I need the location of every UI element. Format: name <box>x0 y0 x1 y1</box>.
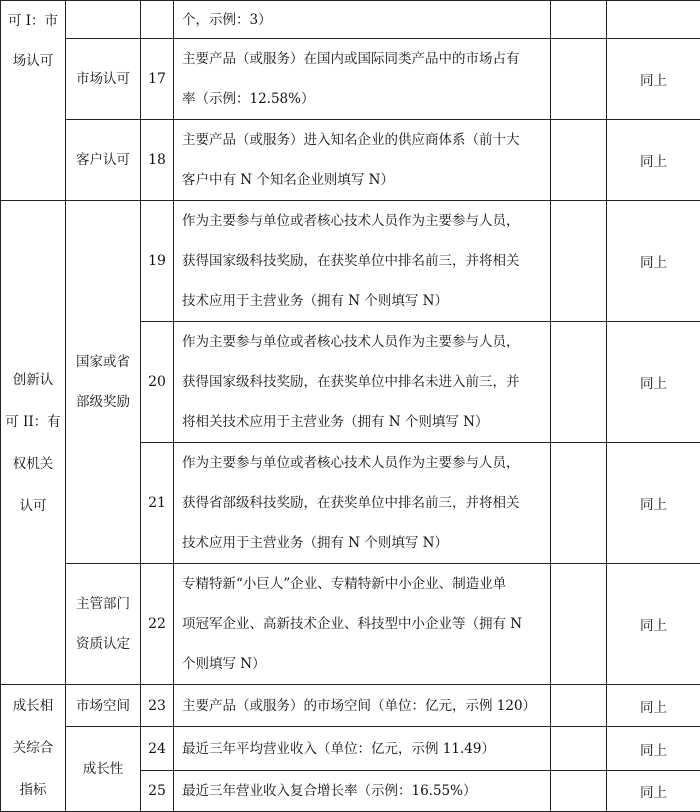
index-cell: 22 <box>141 564 174 685</box>
table-row-23 <box>1 685 700 727</box>
description-line: 获得省部级科技奖励，在获奖单位中排名前三，并将相关 <box>182 483 540 523</box>
subcategory-awards-cell <box>66 201 141 564</box>
blank-cell <box>551 771 607 812</box>
index-cell: 23 <box>141 685 174 727</box>
description-line: 作为主要参与单位或者核心技术人员作为主要参与人员， <box>182 443 540 483</box>
description-line: 主要产品（或服务）在国内或国际同类产品中的市场占有 <box>182 39 540 79</box>
note-cell: 同上 <box>607 564 700 685</box>
description-line: 获得国家级科技奖励，在获奖单位中排名前三，并将相关 <box>182 241 540 281</box>
index-cell: 20 <box>141 322 174 443</box>
description-line: 技术应用于主营业务（拥有 N 个则填写 N） <box>182 523 540 563</box>
index-cell <box>141 1 174 39</box>
description-cell <box>174 1 551 39</box>
description-line: 技术应用于主营业务（拥有 N 个则填写 N） <box>182 281 540 321</box>
table-row-24 <box>1 727 700 771</box>
index-cell: 25 <box>141 771 174 812</box>
blank-cell <box>551 201 607 322</box>
subcategory-line: 国家或省 <box>66 342 140 382</box>
description-line: 作为主要参与单位或者核心技术人员作为主要参与人员， <box>182 201 540 241</box>
blank-cell <box>551 564 607 685</box>
note-cell: 同上 <box>607 39 700 120</box>
index-cell: 19 <box>141 201 174 322</box>
category-line: 创新认 <box>1 359 65 401</box>
description-line: 将相关技术应用于主营业务（拥有 N 个则填写 N） <box>182 402 540 442</box>
blank-cell <box>551 1 607 39</box>
description-line: 作为主要参与单位或者核心技术人员作为主要参与人员， <box>182 322 540 362</box>
description-line: 主要产品（或服务）进入知名企业的供应商体系（前十大 <box>182 120 540 160</box>
category-line: 场认可 <box>1 41 65 81</box>
table-row-16 <box>1 1 700 39</box>
subcategory-line: 主管部门 <box>66 584 140 624</box>
description-cell <box>174 443 551 564</box>
subcategory-cell: 市场认可 <box>66 39 141 120</box>
blank-cell <box>551 39 607 120</box>
subcategory-cell: 市场空间 <box>66 685 141 727</box>
table-row-19 <box>1 201 700 322</box>
description-line: 客户中有 N 个知名企业则填写 N） <box>182 160 540 200</box>
description-line: 主要产品（或服务）的市场空间（单位：亿元，示例 120） <box>182 686 540 726</box>
subcategory-cell <box>66 1 141 39</box>
description-line: 获得国家级科技奖励，在获奖单位中排名未进入前三，并 <box>182 362 540 402</box>
index-cell: 21 <box>141 443 174 564</box>
blank-cell <box>551 322 607 443</box>
category-line: 可 II：有 <box>1 401 65 443</box>
note-cell: 同上 <box>607 727 700 771</box>
subcategory-cell: 客户认可 <box>66 120 141 201</box>
blank-cell <box>551 443 607 564</box>
category-line: 指标 <box>1 769 65 811</box>
note-cell: 同上 <box>607 443 700 564</box>
note-cell <box>607 1 700 39</box>
description-line: 最近三年平均营业收入（单位：亿元，示例 11.49） <box>182 729 540 769</box>
category-line: 认可 <box>1 485 65 527</box>
category-line: 关综合 <box>1 727 65 769</box>
description-cell <box>174 39 551 120</box>
note-cell: 同上 <box>607 685 700 727</box>
description-cell <box>174 727 551 771</box>
note-cell: 同上 <box>607 120 700 201</box>
blank-cell <box>551 120 607 201</box>
description-line: 个则填写 N） <box>182 644 540 684</box>
table-row-17 <box>1 39 700 120</box>
category-innovation-cell <box>1 201 66 685</box>
index-cell: 24 <box>141 727 174 771</box>
description-cell <box>174 322 551 443</box>
table-row-22 <box>1 564 700 685</box>
description-line: 专精特新“小巨人”企业、专精特新中小企业、制造业单 <box>182 564 540 604</box>
note-cell: 同上 <box>607 771 700 812</box>
category-market-cell <box>1 1 66 201</box>
blank-cell <box>551 727 607 771</box>
description-cell <box>174 564 551 685</box>
description-cell <box>174 771 551 812</box>
table-row-18 <box>1 120 700 201</box>
note-cell: 同上 <box>607 322 700 443</box>
description-line: 个，示例：3） <box>182 3 540 37</box>
description-cell <box>174 201 551 322</box>
subcategory-line: 资质认定 <box>66 624 140 664</box>
subcategory-line: 部级奖励 <box>66 382 140 422</box>
category-line: 可 I：市 <box>1 1 65 41</box>
note-cell: 同上 <box>607 201 700 322</box>
subcategory-cell <box>66 564 141 685</box>
index-cell: 18 <box>141 120 174 201</box>
description-line: 率（示例：12.58%） <box>182 79 540 119</box>
subcategory-cell: 成长性 <box>66 727 141 812</box>
category-growth-cell <box>1 685 66 812</box>
category-line: 权机关 <box>1 443 65 485</box>
description-cell <box>174 120 551 201</box>
description-cell <box>174 685 551 727</box>
description-line: 最近三年营业收入复合增长率（示例：16.55%） <box>182 771 540 811</box>
index-cell: 17 <box>141 39 174 120</box>
description-line: 项冠军企业、高新技术企业、科技型中小企业等（拥有 N <box>182 604 540 644</box>
category-line: 成长相 <box>1 685 65 727</box>
blank-cell <box>551 685 607 727</box>
